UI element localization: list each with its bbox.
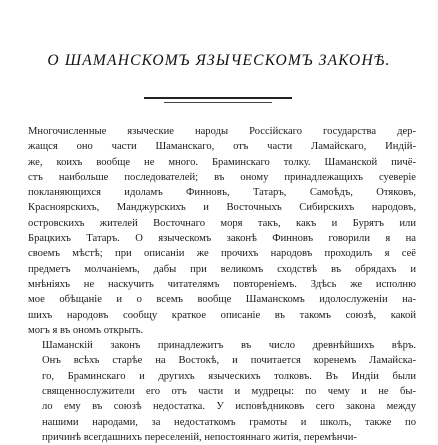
text-line: причинѣ всегдашнихъ переселеній, непостояннаго житія, перемѣнчи- — [42, 431, 357, 443]
text-line: нашими народами, за недостаткомъ грамоты и школъ, также по — [42, 416, 416, 428]
text-line: мнѣніяхъ не наскучить читателямъ повтореніемъ. Здѣсь же исполню — [28, 278, 416, 290]
text-line: покланяющихся идоламъ Финновъ, Татаръ, Самоѣдъ, Отяковъ, — [28, 187, 416, 199]
text-line: островскихъ жителей Восточнаго моря такъ, какъ и Бурятъ или — [28, 217, 416, 229]
text-line: жащся оно части Шаманскаго, отъ части Ламайскаго, Индій- — [28, 141, 416, 153]
text-line: мое обѣщаніе и о всемъ вообще Шаманскомъ идолослуженіи на- — [28, 294, 416, 306]
text-line: предметъ молчаніемъ, дабы при великомъ сходствѣ въ обрядахъ и — [28, 263, 416, 275]
paragraph — [28, 338, 416, 445]
text-line: Красноярскихъ, Манджурскихъ и Восточныхъ Сибирскихъ народовъ, — [28, 202, 416, 214]
text-line: священнослужители его отъ части и мудрецы: по чему и не бы- — [42, 386, 416, 398]
text-line: шихъ народовъ сообщу краткое описаніе въ такомъ союзѣ, какой — [28, 309, 416, 321]
text-line: же, коихъ вообще не много. Браминскаго толку. Шаманской пичё- — [28, 156, 416, 168]
text-line: Многочисленные языческие народы Россійскаго государства дер- — [28, 126, 416, 137]
document-body — [28, 124, 416, 445]
text-line: Брацкихъ Татаръ. О языческомъ законѣ Финновъ говорили я на — [28, 233, 416, 245]
document-title: О ШАМАНСКОМЪ ЯЗЫЧЕСКОМЪ ЗАКОНѢ. — [47, 52, 391, 69]
text-line: стъ наибольше последователей; въ оному принадлежащихъ суеверіе — [28, 171, 416, 183]
text-line: могъ я въ ономъ открыть. — [28, 324, 144, 336]
text-line: го, Браминскаго и другихъ языческихъ толковъ. Въ Индіи были — [42, 370, 416, 382]
paragraph — [28, 124, 416, 338]
text-line: Шаманскій законъ принадлежитъ въ число древнѣйшихъ вѣръ. — [42, 340, 416, 352]
text-line: ло ему въ союзѣ недостатка. У исповѣдниковъ сего закона между — [42, 401, 416, 413]
title-divider — [144, 97, 292, 99]
text-line: своемъ мѣстѣ; при описаніи же прочихъ народовъ проходилъ я сеё — [28, 248, 416, 260]
text-line: Онъ всѣхъ старѣе на Востокѣ, и почитается коренемъ Ламайска- — [42, 355, 416, 367]
